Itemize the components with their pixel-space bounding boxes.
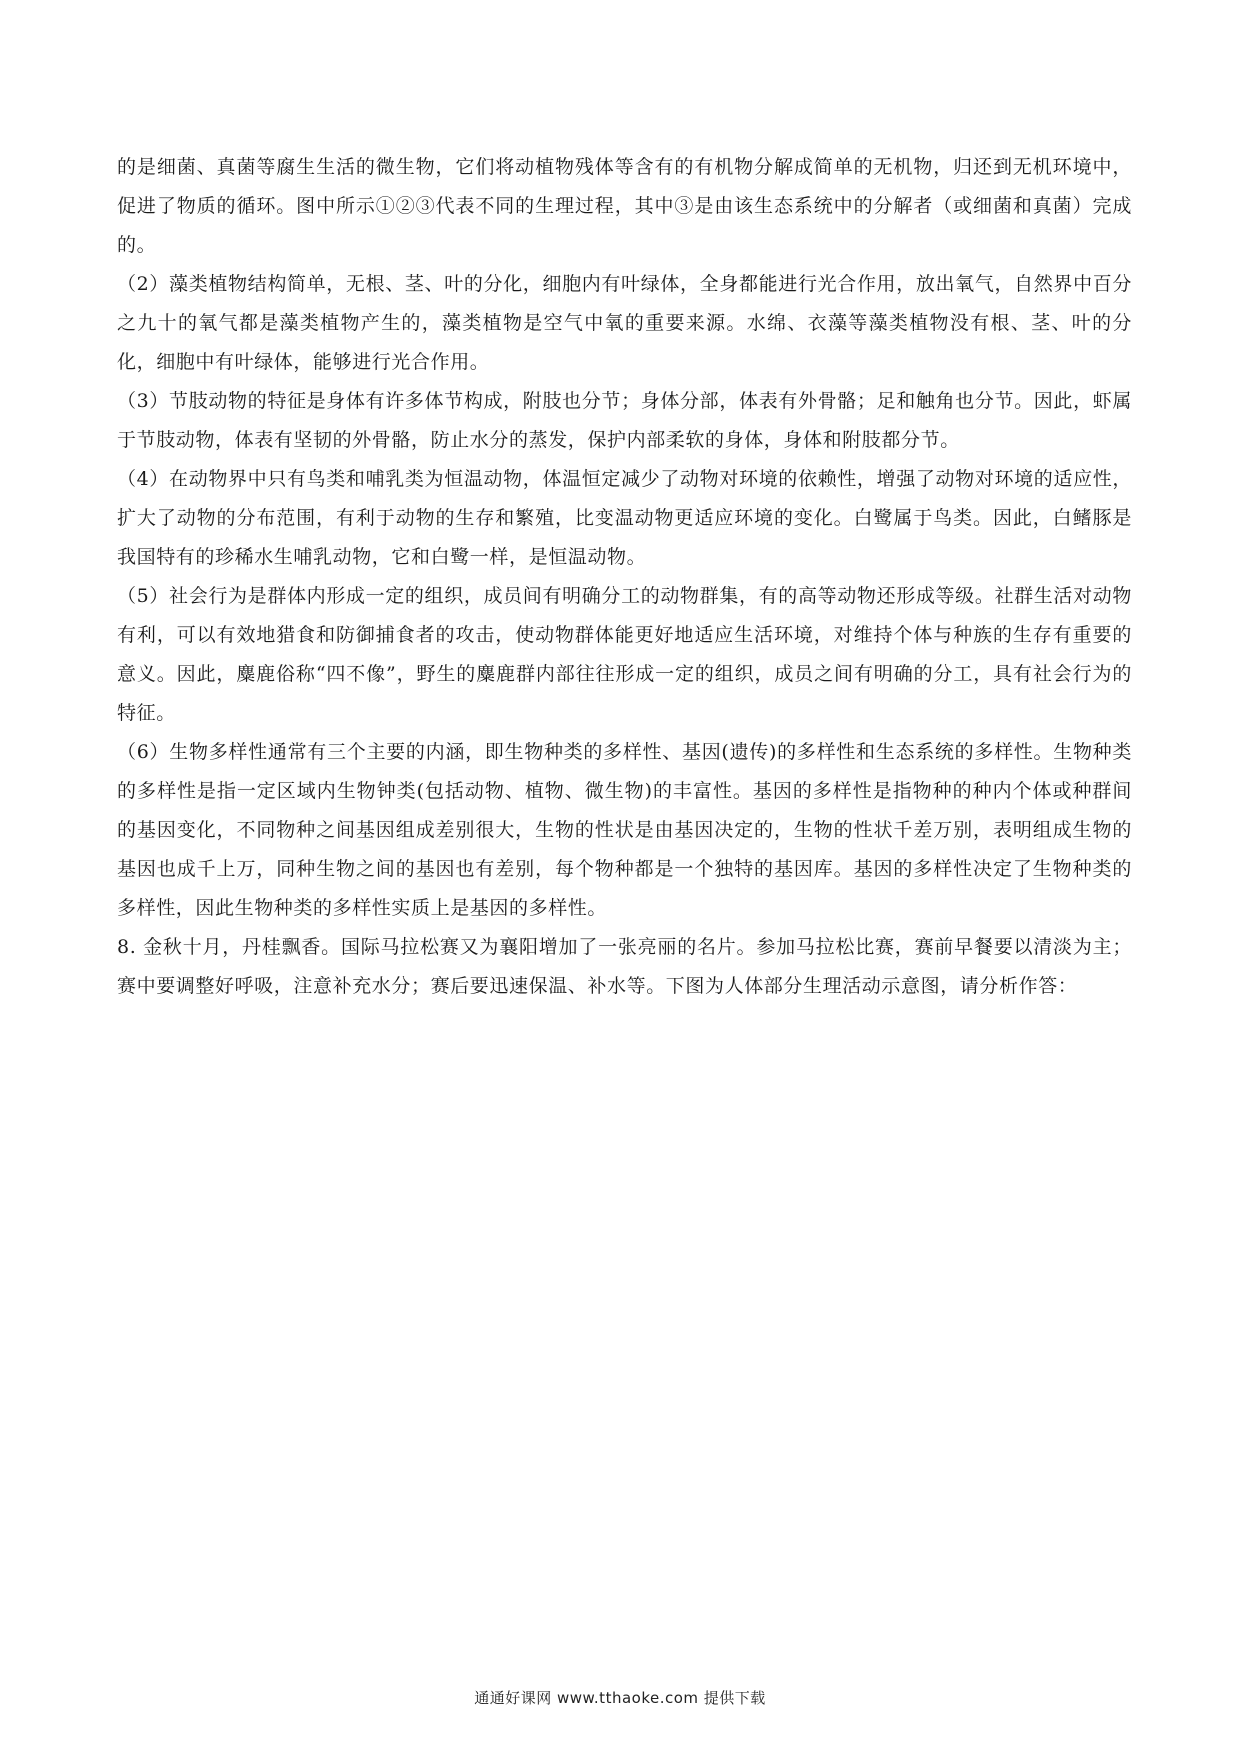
paragraph-answer-1-continued: 的是细菌、真菌等腐生生活的微生物，它们将动植物残体等含有的有机物分解成简单的无机物，归还到无机环境中，促进了物质的循环。图中所示①②③代表不同的生理过程，其中③是由该生态系统中的分解者（或细菌和真菌）完成的。 [117,156,1132,256]
paragraph-answer-3: （3）节肢动物的特征是身体有许多体节构成，附肢也分节；身体分部，体表有外骨骼；足和触角也分节。因此，虾属于节肢动物，体表有坚韧的外骨骼，防止水分的蒸发，保护内部柔软的身体，身体和附肢都分节。 [117,390,1132,451]
document-body [117,148,1132,1006]
paragraph-answer-2: （2）藻类植物结构简单，无根、茎、叶的分化，细胞内有叶绿体，全身都能进行光合作用，放出氧气，自然界中百分之九十的氧气都是藻类植物产生的，藻类植物是空气中氧的重要来源。水绵、衣藻等藻类植物没有根、茎、叶的分化，细胞中有叶绿体，能够进行光合作用。 [117,273,1132,373]
question-8: 8. 金秋十月，丹桂飘香。国际马拉松赛又为襄阳增加了一张亮丽的名片。参加马拉松比赛，赛前早餐要以清淡为主；赛中要调整好呼吸，注意补充水分；赛后要迅速保温、补水等。下图为人体部分生理活动示意图，请分析作答： [117,936,1132,997]
paragraph-answer-6: （6）生物多样性通常有三个主要的内涵，即生物种类的多样性、基因(遗传)的多样性和生态系统的多样性。生物种类的多样性是指一定区域内生物钟类(包括动物、植物、微生物)的丰富性。基因的多样性是指物种的种内个体或种群间的基因变化，不同物种之间基因组成差别很大，生物的性状是由基因决定的，生物的性状千差万别，表明组成生物的基因也成千上万，同种生物之间的基因也有差别，每个物种都是一个独特的基因库。基因的多样性决定了生物种类的多样性，因此生物种类的多样性实质上是基因的多样性。 [117,741,1132,919]
paragraph-answer-4: （4）在动物界中只有鸟类和哺乳类为恒温动物，体温恒定减少了动物对环境的依赖性，增强了动物对环境的适应性，扩大了动物的分布范围，有利于动物的生存和繁殖，比变温动物更适应环境的变化。白鹭属于鸟类。因此，白鳍豚是我国特有的珍稀水生哺乳动物，它和白鹭一样，是恒温动物。 [117,468,1132,568]
paragraph-answer-5: （5）社会行为是群体内形成一定的组织，成员间有明确分工的动物群集，有的高等动物还形成等级。社群生活对动物有利，可以有效地猎食和防御捕食者的攻击，使动物群体能更好地适应生活环境，对维持个体与种族的生存有重要的意义。因此，麋鹿俗称“四不像”，野生的麋鹿群内部往往形成一定的组织，成员之间有明确的分工，具有社会行为的特征。 [117,585,1132,724]
page-footer: 通通好课网 www.tthaoke.com 提供下载 [474,1689,766,1707]
